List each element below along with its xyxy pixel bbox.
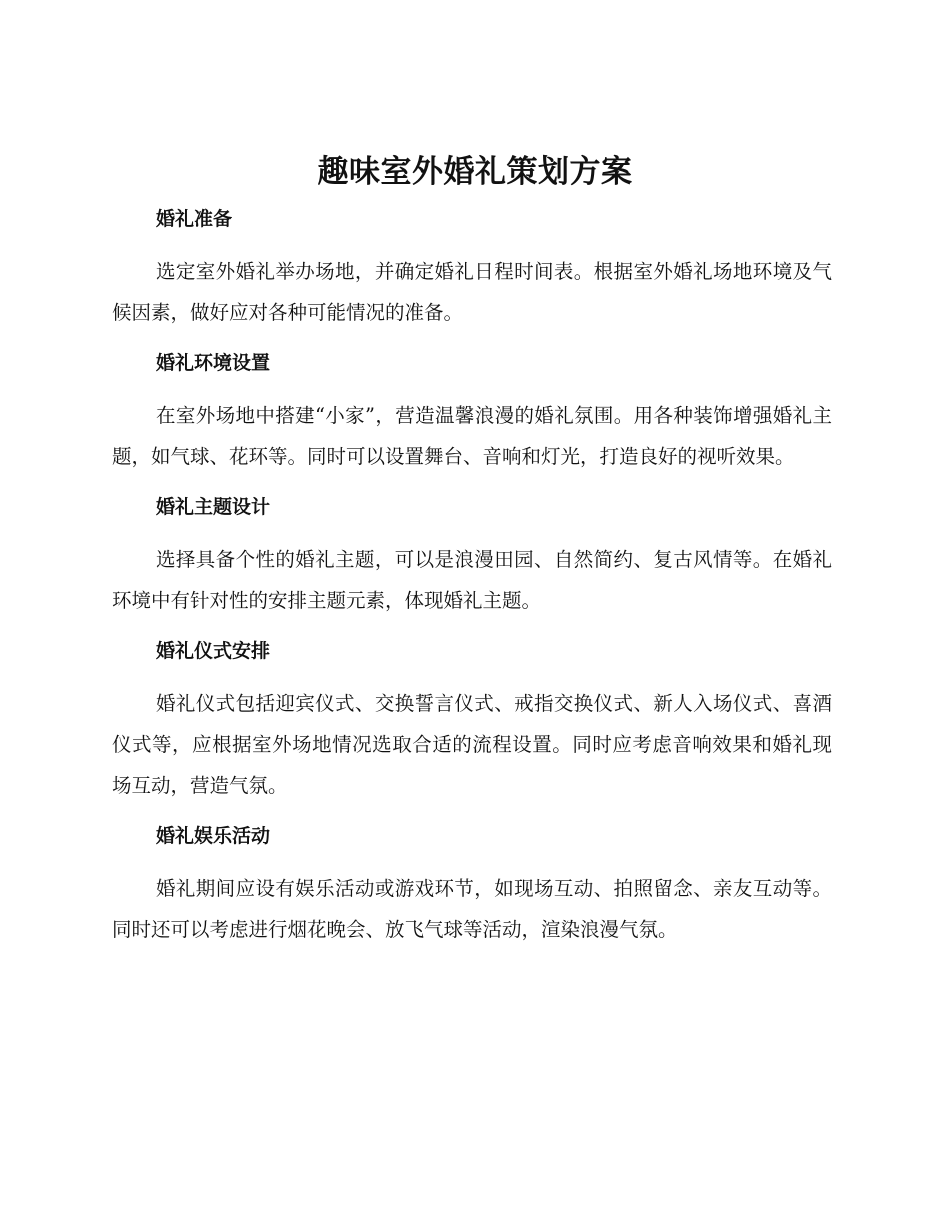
section-paragraph: 选择具备个性的婚礼主题，可以是浪漫田园、自然简约、复古风情等。在婚礼环境中有针对性的安排主题元素，体现婚礼主题。	[112, 548, 832, 612]
section-wedding-theme	[112, 487, 832, 621]
section-paragraph: 婚礼仪式包括迎宾仪式、交换誓言仪式、戒指交换仪式、新人入场仪式、喜酒仪式等，应根据室外场地情况选取合适的流程设置。同时应考虑音响效果和婚礼现场互动，营造气氛。	[112, 692, 832, 797]
section-wedding-entertainment	[112, 816, 832, 950]
section-heading: 婚礼环境设置	[156, 352, 271, 374]
section-wedding-ceremony	[112, 631, 832, 806]
section-heading: 婚礼主题设计	[156, 496, 271, 518]
section-paragraph: 婚礼期间应设有娱乐活动或游戏环节，如现场互动、拍照留念、亲友互动等。同时还可以考虑进行烟花晚会、放飞气球等活动，渲染浪漫气氛。	[112, 877, 832, 941]
section-heading: 婚礼准备	[156, 208, 233, 230]
document-content	[112, 199, 832, 960]
section-wedding-environment	[112, 343, 832, 477]
section-heading: 婚礼仪式安排	[156, 640, 271, 662]
document-title: 趣味室外婚礼策划方案	[317, 154, 633, 190]
section-wedding-preparation	[112, 199, 832, 333]
section-heading: 婚礼娱乐活动	[156, 825, 271, 847]
section-paragraph: 在室外场地中搭建“小家”，营造温馨浪漫的婚礼氛围。用各种装饰增强婚礼主题，如气球、花环等。同时可以设置舞台、音响和灯光，打造良好的视听效果。	[112, 404, 832, 468]
section-paragraph: 选定室外婚礼举办场地，并确定婚礼日程时间表。根据室外婚礼场地环境及气候因素，做好应对各种可能情况的准备。	[112, 260, 832, 324]
